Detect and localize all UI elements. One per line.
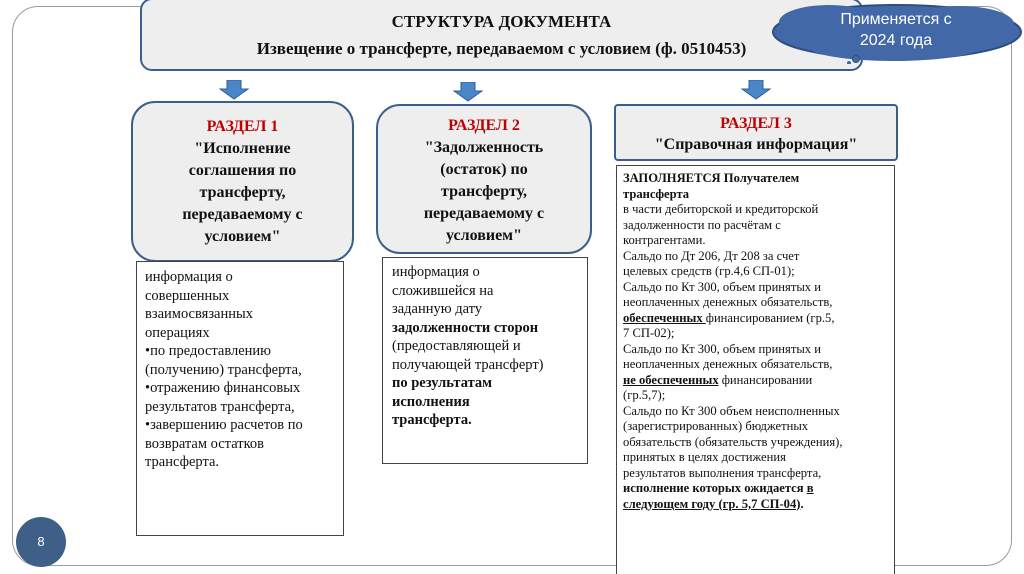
details-line-bold: задолженности сторон [392,319,539,336]
details-text-emphasis: не обеспеченных [623,372,719,387]
details-text-emphasis: в [806,481,814,495]
section-3-card [614,104,898,161]
section-1-line: соглашения по [188,162,297,179]
details-line [623,373,890,389]
details-line: контрагентами. [623,233,706,247]
section-1-line: "Исполнение [194,140,291,157]
badge-line-2: 2024 года [859,32,933,49]
details-line: совершенных [145,287,230,304]
details-text: , Дт 208 за счет [717,248,800,263]
down-arrow-icon [741,80,771,100]
details-line: трансферта. [145,454,220,470]
document-structure-header [140,0,863,71]
details-line: (зарегистрированных) бюджетных [623,419,809,433]
down-arrow-icon [219,80,249,100]
header-title: СТРУКТУРА ДОКУМЕНТА [391,12,612,31]
section-3-heading: РАЗДЕЛ 3 [720,115,792,132]
details-text: . [800,496,804,511]
details-line: (гр.5,7); [623,388,666,402]
details-line: возвратам остатков [145,435,264,452]
section-2-line: условием" [446,227,522,244]
details-text: финансировании [718,372,813,387]
details-line: неоплаченных денежных обязательств, [623,357,833,371]
section-2-line: передаваемому с [423,205,545,222]
details-line: обязательств (обязательств учреждения), [623,434,843,449]
section-2-card [376,104,592,254]
details-line-bold: по результатам [392,375,492,391]
section-1-heading: РАЗДЕЛ 1 [206,118,279,135]
details-line: •завершению расчетов по [145,417,303,433]
section-2-line: "Задолженность [424,139,544,156]
details-line: (предоставляющей и [392,338,521,354]
section-2-line: трансферту, [441,183,527,200]
section-1-line: передаваемому с [182,206,303,223]
details-text: Сальдо по Дт [623,248,699,263]
badge-line-1: Применяется с [840,11,952,28]
details-line: результатов выполнения трансферта, [623,465,822,480]
section-2-details [382,257,588,464]
applies-from-2024-badge [769,2,1023,64]
header-subtitle: Извещение о трансферте, передаваемом с условием (ф. 0510453) [256,39,747,58]
details-line-bold: трансферта. [392,412,472,428]
section-3-line: "Справочная информация" [654,136,858,153]
details-line: информация о [392,264,480,280]
details-line: неоплаченных денежных обязательств, [623,295,833,309]
details-line: (получению) трансферта, [145,361,302,378]
details-line: 7 СП-02); [623,326,675,340]
details-line-bold: ЗАПОЛНЯЕТСЯ Получателем [623,171,800,185]
page-number-badge: 8 [16,517,66,567]
details-line-bold: трансферта [623,186,690,201]
details-text-emphasis: (гр. 5,7 СП-04) [715,496,801,511]
details-line: заданную дату [392,301,483,317]
details-line: в части дебиторской и кредиторской [623,202,819,216]
details-line: получающей трансферт) [392,356,544,373]
details-line: Сальдо по Кт 300, объем принятых и [623,279,821,294]
section-1-line: условием" [204,228,281,245]
details-line: •отражению финансовых [145,380,301,396]
details-line: принятых в целях достижения [623,450,786,464]
details-text-emphasis: обеспеченных [623,310,706,325]
details-line: Сальдо по Кт 300 объем неисполненных [623,403,840,418]
details-line: •по предоставлению [145,343,272,359]
details-line [623,249,890,265]
details-line: информация о [145,269,233,285]
details-line: операциях [145,324,210,341]
details-line-bold [623,481,890,497]
section-1-details [136,261,344,536]
details-text: 206 [698,248,718,263]
details-text: финансированием (гр.5, [705,310,835,325]
details-line: целевых средств (гр.4,6 СП-01); [623,264,795,278]
details-text: исполнение которых ожидается [623,481,807,495]
details-text-emphasis: следующем году [623,496,716,511]
details-line [623,311,890,327]
section-2-heading: РАЗДЕЛ 2 [448,117,520,134]
details-line: Сальдо по Кт 300, объем принятых и [623,341,821,356]
down-arrow-icon [453,82,483,102]
details-line: взаимосвязанных [145,306,253,322]
details-line: результатов трансферта, [145,398,295,415]
section-1-card [131,101,354,262]
section-3-details [616,165,895,574]
details-line-bold [623,497,890,513]
details-line-bold: исполнения [392,393,470,410]
details-line: сложившейся на [392,282,494,299]
section-2-line: (остаток) по [440,161,528,178]
section-1-line: трансферту, [199,184,286,201]
details-line: задолженности по расчётам с [623,217,781,232]
